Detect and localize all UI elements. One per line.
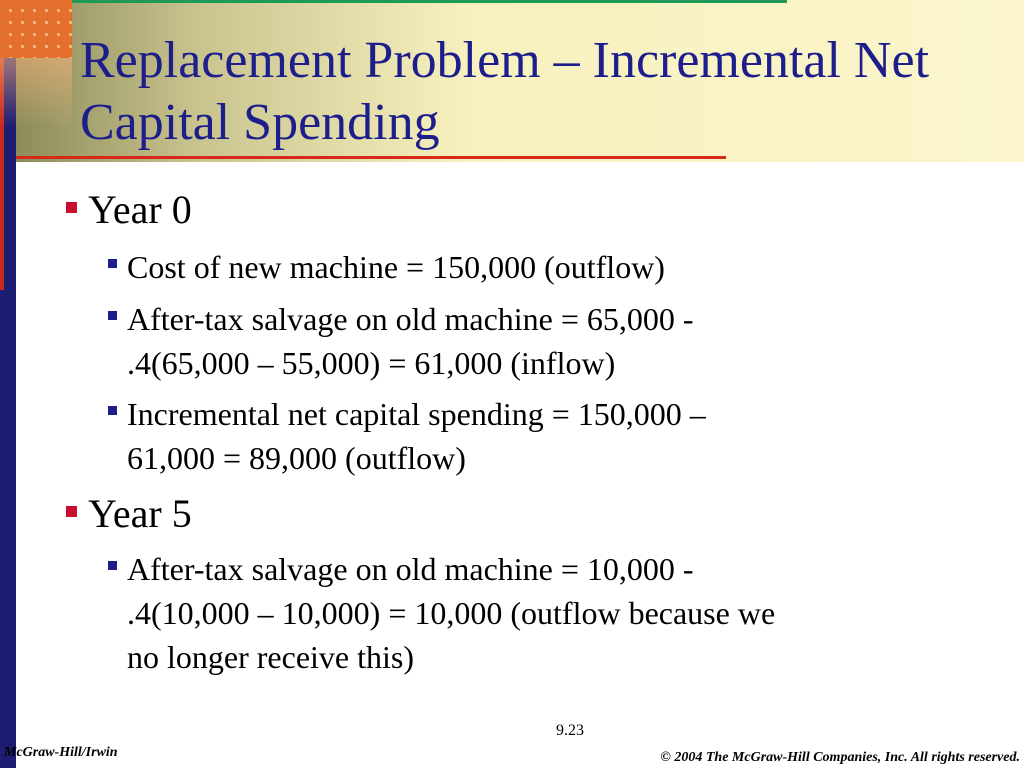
red-square-bullet-icon bbox=[66, 506, 77, 517]
sub-bullet-text-block bbox=[127, 297, 694, 385]
sub-bullet-line: Incremental net capital spending = 150,000 – bbox=[127, 396, 706, 432]
bullet-year-5 bbox=[66, 490, 192, 538]
sub-bullet-line: no longer receive this) bbox=[127, 639, 414, 675]
sub-bullet-line: .4(65,000 – 55,000) = 61,000 (inflow) bbox=[127, 345, 616, 381]
publisher-logo-text: McGraw-Hill/Irwin bbox=[4, 745, 118, 760]
sub-bullet-aftertax-salvage-year0 bbox=[108, 297, 694, 385]
copyright-notice: © 2004 The McGraw-Hill Companies, Inc. All rights reserved. bbox=[660, 750, 1020, 765]
sub-bullet-text-block bbox=[127, 392, 706, 480]
sub-bullet-line: After-tax salvage on old machine = 10,000 - bbox=[127, 551, 694, 587]
bullet-label: Year 0 bbox=[88, 187, 192, 232]
sub-bullet-incremental-ncs bbox=[108, 392, 706, 480]
slide-title: Replacement Problem – Incremental Net Capital Spending bbox=[80, 32, 930, 151]
sub-bullet-aftertax-salvage-year5 bbox=[108, 547, 775, 679]
sub-bullet-cost-new-machine bbox=[108, 245, 665, 289]
sub-bullet-line: 61,000 = 89,000 (outflow) bbox=[127, 440, 466, 476]
sub-bullet-line: .4(10,000 – 10,000) = 10,000 (outflow because we bbox=[127, 595, 776, 631]
blue-square-bullet-icon bbox=[108, 561, 117, 570]
blue-square-bullet-icon bbox=[108, 311, 117, 320]
bullet-year-0 bbox=[66, 186, 192, 234]
bullet-label: Year 5 bbox=[88, 491, 192, 536]
page-number: 9.23 bbox=[556, 722, 584, 739]
sub-bullet-text: Cost of new machine = 150,000 (outflow) bbox=[127, 249, 665, 285]
sub-bullet-line: After-tax salvage on old machine = 65,000 - bbox=[127, 301, 694, 337]
red-square-bullet-icon bbox=[66, 202, 77, 213]
blue-square-bullet-icon bbox=[108, 259, 117, 268]
sub-bullet-text-block bbox=[127, 547, 775, 679]
blue-square-bullet-icon bbox=[108, 406, 117, 415]
